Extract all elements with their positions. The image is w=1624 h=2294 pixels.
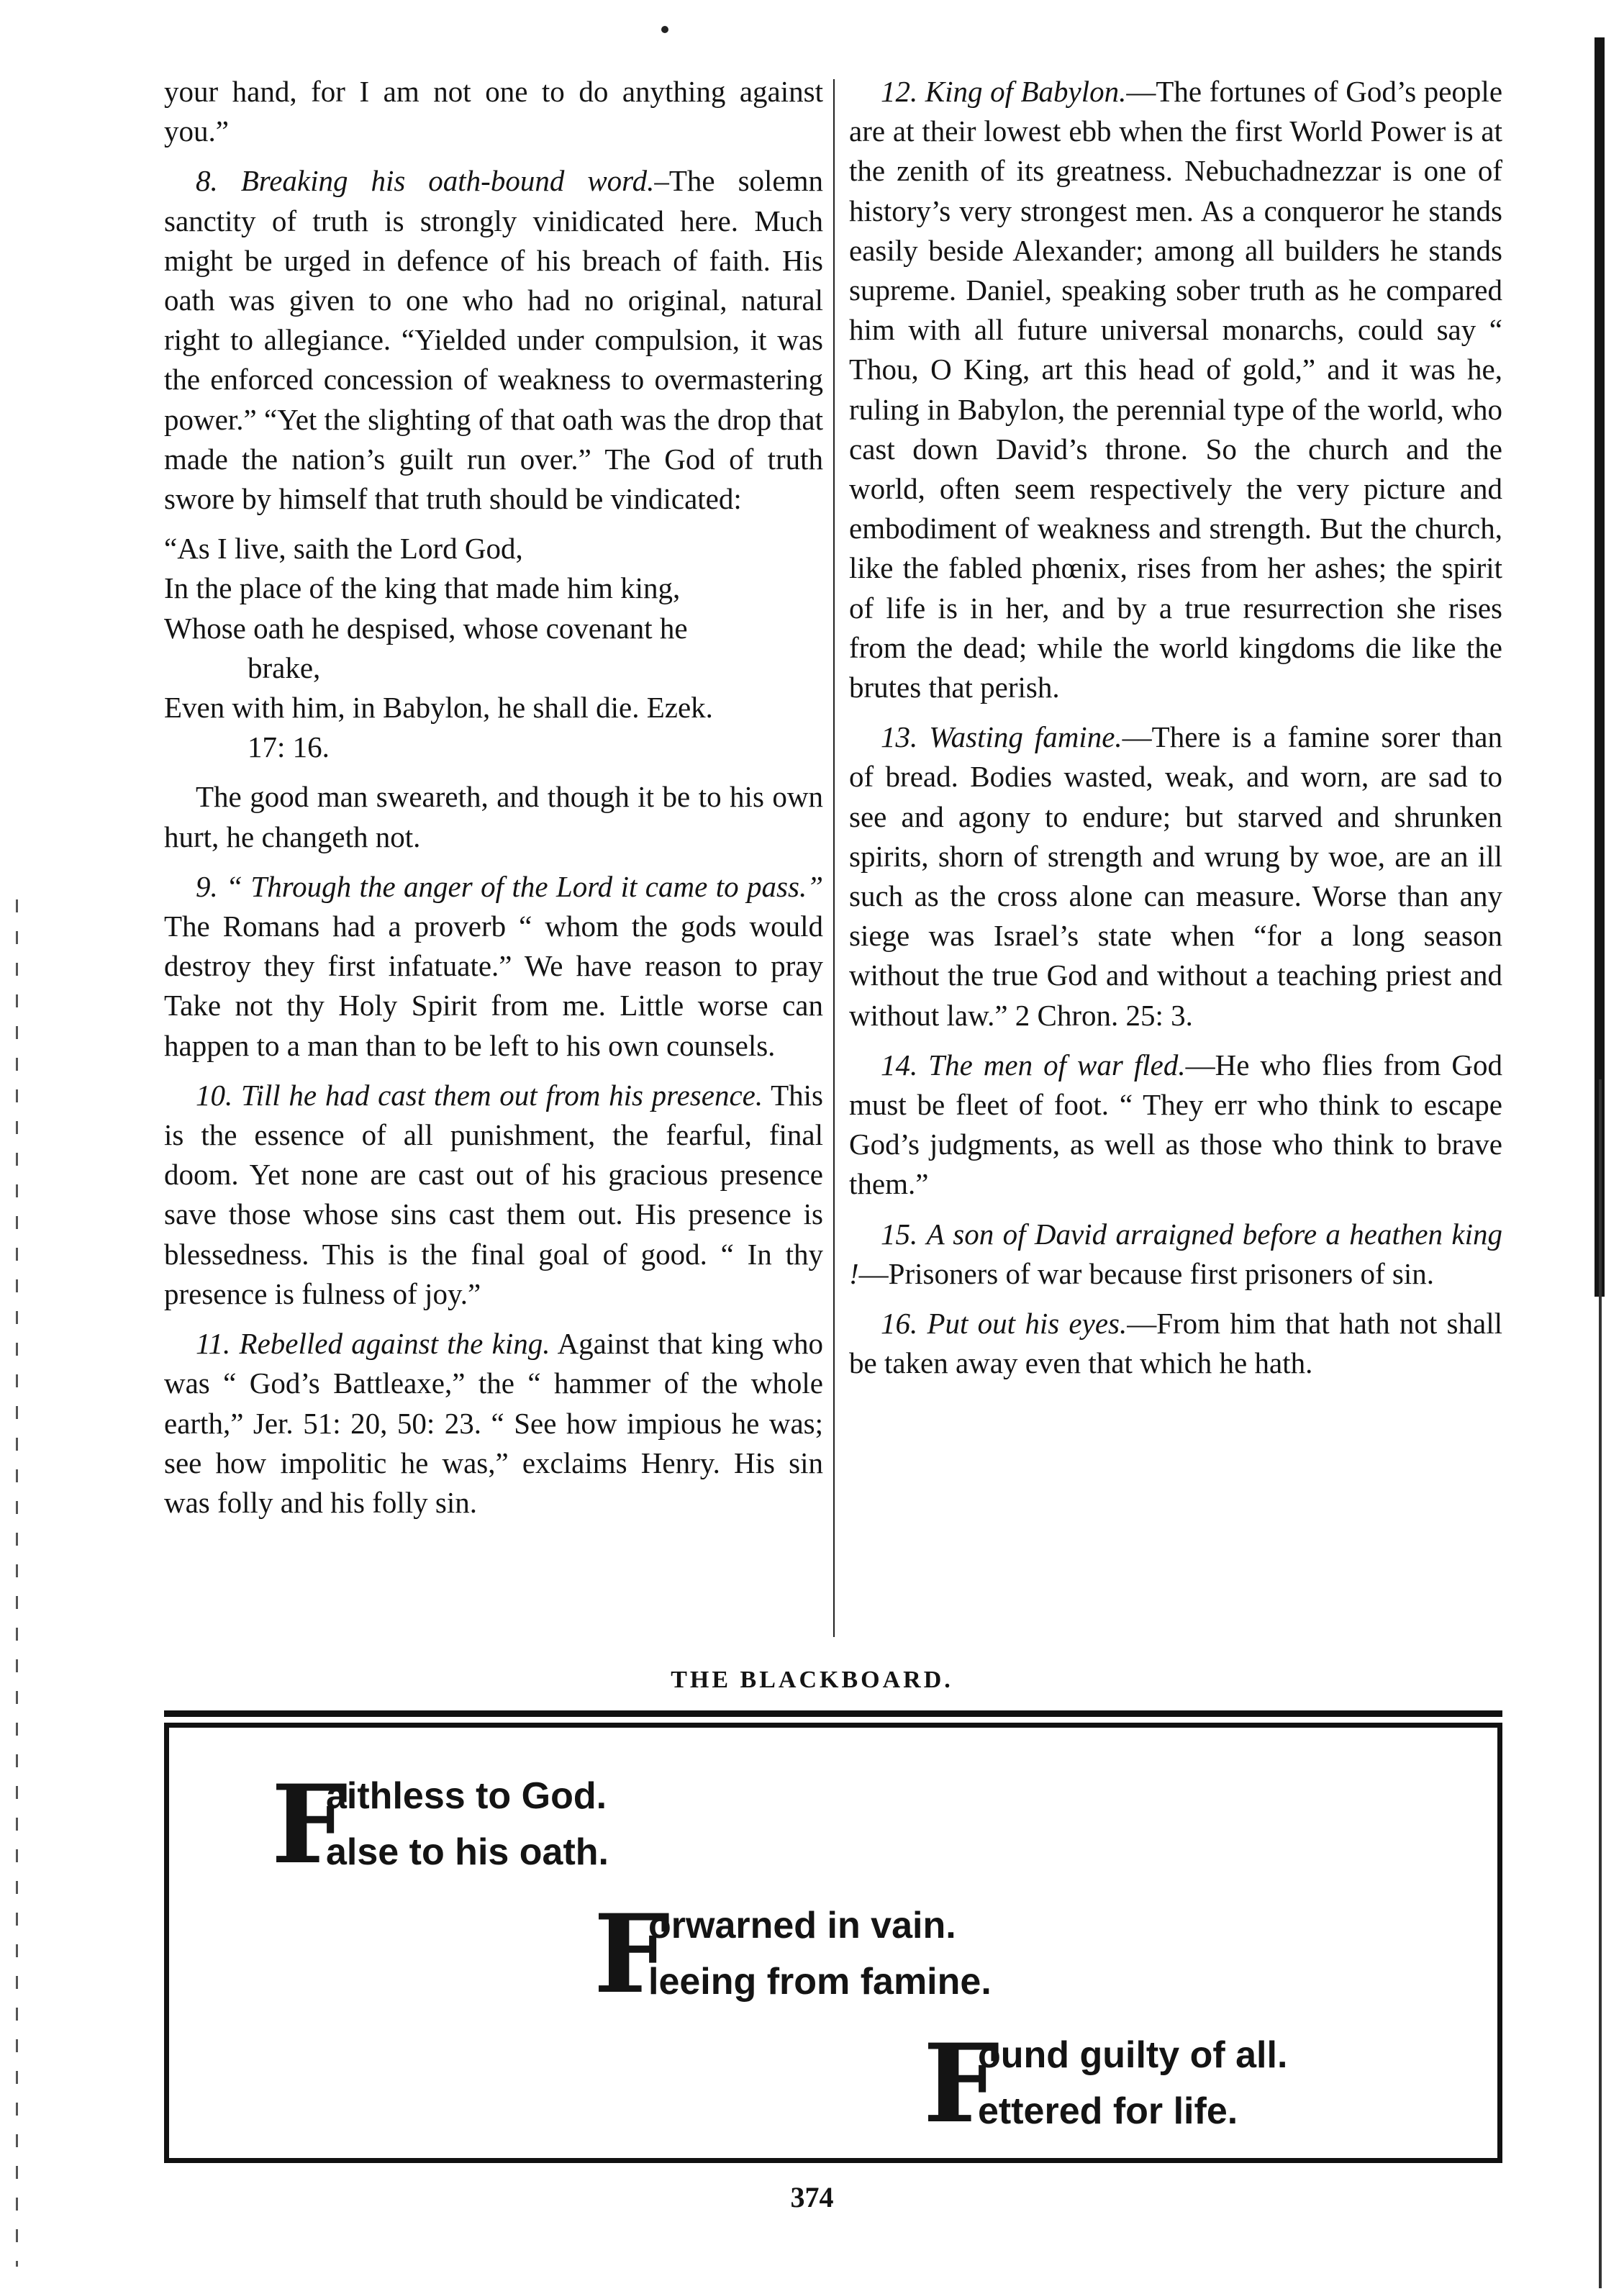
quote-line: In the place of the king that made him king,: [164, 571, 681, 605]
blackboard-group: [923, 2023, 1499, 2145]
blackboard-group: [594, 1893, 1169, 2016]
column-rule: [833, 79, 835, 1637]
paragraph-note-14: [849, 1046, 1502, 1205]
note-heading: Wasting famine.: [929, 720, 1122, 754]
blackboard-line: alse to his oath.: [326, 1831, 609, 1873]
note-heading: “ Through the anger of the Lord it came to pass.”: [226, 869, 824, 903]
note-number: 13.: [881, 720, 918, 754]
blackboard-group: [271, 1764, 847, 1886]
paragraph-note-15: [849, 1215, 1502, 1294]
blackboard-heading: THE BLACKBOARD.: [671, 1667, 953, 1693]
note-text: The Romans had a proverb “ whom the gods would destroy they first infatuate.” We have reason to pray Take not thy Holy Spirit from me. Little worse can happen to a man than to be left to his own counsels.: [164, 910, 823, 1062]
blackboard-box: [164, 1723, 1502, 2163]
note-heading: Put out his eyes.: [927, 1307, 1128, 1341]
note-heading: Till he had cast them out from his presence.: [240, 1078, 763, 1112]
note-heading: The men of war fled.: [928, 1048, 1186, 1082]
paragraph-note-9: [164, 867, 823, 1066]
blackboard-line: orwarned in vain.: [648, 1905, 956, 1946]
initial-letter: F: [923, 2021, 1000, 2147]
note-number: 8.: [196, 164, 218, 198]
note-text: Against that king who was “ God’s Battleaxe,” the “ hammer of the whole earth,” Jer. 51: 20, 50: 23. “ See how impious he was; see how impolitic he was,” exclaims Henry. His sin was folly and his folly sin.: [164, 1327, 824, 1519]
note-text: This is the essence of all punishment, the fearful, final doom. Yet none are cast out of his gracious presence save those whose sins cast them out. His presence is blessedness. This is the final goal of good. “ In thy presence is fulness of joy.”: [164, 1078, 823, 1310]
note-text: —The fortunes of God’s people are at their lowest ebb when the first World Power is at the zenith of its greatness. Nebuchadnezzar is one of history’s very strongest men. As a conqueror he stands easily beside Alexander; among all builders he stands supreme. Daniel, speaking sober truth as he compared him with all future universal monarchs, could say “ Thou, O King, art this head of gold,” and it was he, ruling in Babylon, the perennial type of the world, who cast down David’s throne. So the church and the world, often seem respectively the very picture and embodiment of weakness and strength. But the church, like the fabled phœnix, rises from her ashes; the spirit of life is in her, and by a true resurrection she rises from the dead; while the world kingdoms die like the brutes that perish.: [849, 75, 1503, 704]
heading-rule: [164, 1710, 1502, 1717]
paragraph: [164, 777, 823, 856]
note-heading: Breaking his oath-bound word.: [240, 164, 655, 198]
note-heading: King of Babylon.: [925, 75, 1127, 108]
quote-line: 17: 16.: [248, 730, 330, 764]
note-number: 12.: [881, 75, 918, 108]
paragraph-note-8: [164, 161, 823, 519]
quote-line: Whose oath he despised, whose covenant he: [164, 611, 688, 645]
note-heading: Rebelled against the king.: [239, 1327, 550, 1361]
note-number: 9.: [196, 869, 218, 903]
right-column: [849, 72, 1502, 1394]
note-number: 14.: [881, 1048, 918, 1082]
note-number: 15.: [881, 1217, 918, 1251]
note-number: 16.: [881, 1307, 918, 1341]
note-text: –The solemn sanctity of truth is strongly vinidicated here. Much might be urged in defence of his breach of faith. His oath was given to one who had no original, natural right to allegiance. “Yielded under compulsion, it was the enforced concession of weakness to overmastering power.” “Yet the slighting of that oath was the drop that made the nation’s guilt run over.” The God of truth swore by himself that truth should be vindicated:: [164, 164, 824, 516]
note-number: 11.: [196, 1327, 231, 1361]
quote-line: Even with him, in Babylon, he shall die. Ezek.: [164, 691, 713, 725]
paragraph-note-11: [164, 1324, 823, 1523]
initial-letter: F: [594, 1891, 671, 2018]
blackboard-line: ound guilty of all.: [978, 2034, 1288, 2076]
note-heading: A son of David arraigned before a heathen king !: [849, 1217, 1502, 1290]
quote-line: “As I live, saith the Lord God,: [164, 532, 523, 566]
quote-line: brake,: [248, 650, 321, 684]
page-number: 374: [790, 2181, 834, 2213]
note-text: —He who flies from God must be fleet of foot. “ They err who think to escape God’s judgments, as well as those who think to brave them.”: [849, 1048, 1503, 1201]
note-text: —From him that hath not shall be taken away even that which he hath.: [849, 1307, 1502, 1380]
paragraph: [164, 72, 823, 151]
note-text: —Prisoners of war because first prisoners of sin.: [858, 1256, 1434, 1290]
paragraph-text: The good man sweareth, and though it be to his own hurt, he changeth not.: [164, 780, 823, 853]
note-text: —There is a famine sorer than of bread. Bodies wasted, weak, and worn, are sad to see and agony to endure; but starved and shrunken spirits, shorn of strength and wrung by woe, are an ill such as the cross alone can measure. Worse than any siege was Israel’s state when “for a long season without the true God and without a teaching priest and without law.” 2 Chron. 25: 3.: [849, 720, 1502, 1032]
paragraph-text: your hand, for I am not one to do anything against you.”: [164, 75, 823, 148]
margin-marks: [16, 899, 18, 2267]
blackboard-line: ettered for life.: [978, 2090, 1238, 2132]
blackboard-line: aithless to God.: [326, 1775, 607, 1817]
left-column: [164, 72, 823, 1533]
note-number: 10.: [196, 1078, 233, 1112]
initial-letter: F: [271, 1762, 348, 1888]
paragraph-note-13: [849, 717, 1502, 1035]
ink-dot: [661, 26, 668, 33]
paragraph-note-12: [849, 72, 1502, 707]
blackboard-line: leeing from famine.: [648, 1961, 992, 2003]
paragraph-note-16: [849, 1304, 1502, 1383]
paragraph-note-10: [164, 1076, 823, 1314]
